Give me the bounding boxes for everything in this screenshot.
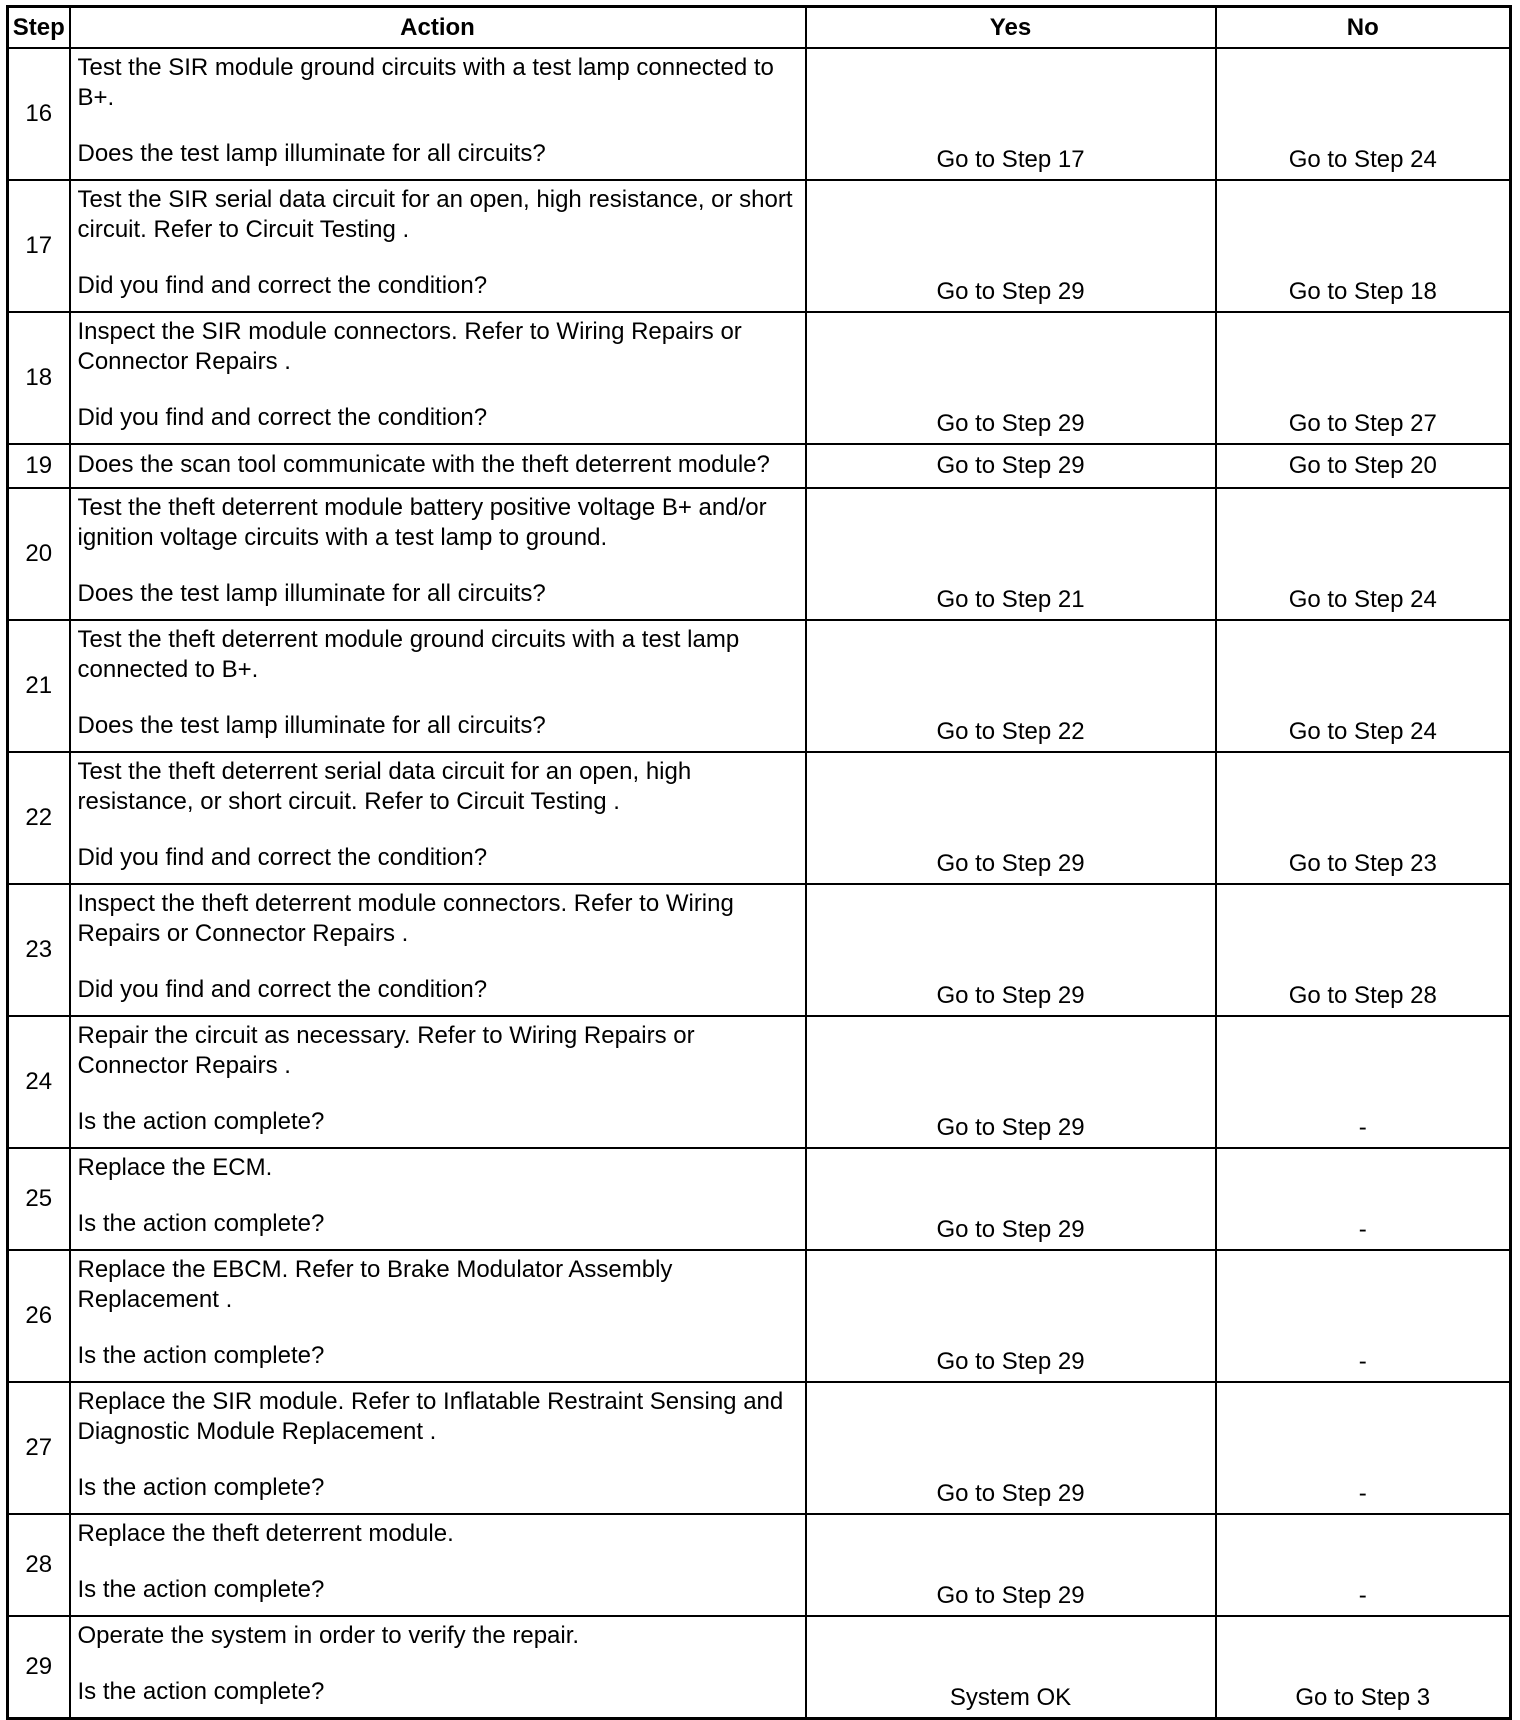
action-text: Replace the EBCM. Refer to Brake Modulator Assembly Replacement .: [77, 1256, 673, 1313]
table-row: [8, 312, 1511, 444]
action-text: Test the theft deterrent module battery positive voltage B+ and/or ignition voltage circuits with a test lamp to ground.: [77, 494, 767, 551]
action-text: Test the theft deterrent serial data circuit for an open, high resistance, or short circuit. Refer to Circuit Testing .: [77, 758, 692, 815]
step-number: 24: [8, 1016, 70, 1148]
action-cell: [70, 620, 806, 752]
yes-result: Go to Step 29: [806, 884, 1216, 1016]
yes-result: Go to Step 29: [806, 1514, 1216, 1616]
diagnostic-table-container: [6, 5, 1509, 1720]
step-number: 27: [8, 1382, 70, 1514]
step-number: 23: [8, 884, 70, 1016]
yes-result: Go to Step 29: [806, 1382, 1216, 1514]
header-row: [8, 7, 1511, 49]
header-no: No: [1216, 7, 1511, 49]
step-number: 17: [8, 180, 70, 312]
action-text: Test the SIR module ground circuits with a test lamp connected to B+.: [77, 54, 774, 111]
no-result: Go to Step 3: [1216, 1616, 1511, 1719]
yes-result: Go to Step 29: [806, 444, 1216, 488]
no-result: -: [1216, 1382, 1511, 1514]
table-row: [8, 1250, 1511, 1382]
action-cell: [70, 312, 806, 444]
no-result: Go to Step 24: [1216, 488, 1511, 620]
action-question: Is the action complete?: [77, 1108, 325, 1135]
table-row: [8, 1148, 1511, 1250]
action-question: Did you find and correct the condition?: [77, 976, 488, 1003]
action-text: Inspect the SIR module connectors. Refer to Wiring Repairs or Connector Repairs .: [77, 318, 742, 375]
yes-result: Go to Step 29: [806, 312, 1216, 444]
action-cell: [70, 752, 806, 884]
step-number: 16: [8, 48, 70, 180]
no-result: Go to Step 20: [1216, 444, 1511, 488]
action-cell: [70, 488, 806, 620]
step-number: 28: [8, 1514, 70, 1616]
no-result: Go to Step 23: [1216, 752, 1511, 884]
no-result: Go to Step 28: [1216, 884, 1511, 1016]
yes-result: Go to Step 29: [806, 1148, 1216, 1250]
action-text: Replace the ECM.: [77, 1154, 273, 1181]
action-cell: [70, 48, 806, 180]
table-row: [8, 884, 1511, 1016]
table-row: [8, 620, 1511, 752]
yes-result: Go to Step 29: [806, 180, 1216, 312]
action-text: Test the SIR serial data circuit for an open, high resistance, or short circuit. Refer to Circuit Testing .: [77, 186, 793, 243]
action-text: Inspect the theft deterrent module connectors. Refer to Wiring Repairs or Connector Repairs .: [77, 890, 734, 947]
action-question: Does the test lamp illuminate for all circuits?: [77, 580, 546, 607]
action-question: Is the action complete?: [77, 1342, 325, 1369]
step-number: 19: [8, 444, 70, 488]
action-cell: [70, 884, 806, 1016]
table-row: [8, 180, 1511, 312]
table-row: [8, 1616, 1511, 1719]
yes-result: Go to Step 29: [806, 752, 1216, 884]
action-cell: [70, 444, 806, 488]
action-cell: [70, 180, 806, 312]
action-text: Replace the theft deterrent module.: [77, 1520, 454, 1547]
action-text: Operate the system in order to verify the repair.: [77, 1622, 580, 1649]
no-result: Go to Step 27: [1216, 312, 1511, 444]
step-number: 26: [8, 1250, 70, 1382]
action-text: Repair the circuit as necessary. Refer to Wiring Repairs or Connector Repairs .: [77, 1022, 695, 1079]
step-number: 25: [8, 1148, 70, 1250]
action-cell: [70, 1616, 806, 1719]
diagnostic-table: [6, 5, 1512, 1720]
table-row: [8, 1016, 1511, 1148]
action-question: Does the test lamp illuminate for all circuits?: [77, 140, 546, 167]
no-result: Go to Step 24: [1216, 48, 1511, 180]
yes-result: Go to Step 22: [806, 620, 1216, 752]
yes-result: Go to Step 29: [806, 1016, 1216, 1148]
action-cell: [70, 1016, 806, 1148]
step-number: 18: [8, 312, 70, 444]
yes-result: Go to Step 17: [806, 48, 1216, 180]
no-result: Go to Step 18: [1216, 180, 1511, 312]
no-result: -: [1216, 1148, 1511, 1250]
no-result: -: [1216, 1514, 1511, 1616]
action-question: Is the action complete?: [77, 1474, 325, 1501]
table-row: [8, 1514, 1511, 1616]
action-question: Did you find and correct the condition?: [77, 404, 488, 431]
action-text: Test the theft deterrent module ground circuits with a test lamp connected to B+.: [77, 626, 740, 683]
action-question: Did you find and correct the condition?: [77, 272, 488, 299]
table-row: [8, 444, 1511, 488]
yes-result: Go to Step 21: [806, 488, 1216, 620]
table-row: [8, 488, 1511, 620]
header-yes: Yes: [806, 7, 1216, 49]
action-question: Did you find and correct the condition?: [77, 844, 488, 871]
no-result: Go to Step 24: [1216, 620, 1511, 752]
table-row: [8, 1382, 1511, 1514]
action-cell: [70, 1250, 806, 1382]
header-action: Action: [70, 7, 806, 49]
action-cell: [70, 1514, 806, 1616]
action-question: Is the action complete?: [77, 1210, 325, 1237]
table-body: [8, 48, 1511, 1719]
step-number: 29: [8, 1616, 70, 1719]
action-question: Does the test lamp illuminate for all circuits?: [77, 712, 546, 739]
header-step: Step: [8, 7, 70, 49]
table-row: [8, 48, 1511, 180]
action-question: Is the action complete?: [77, 1678, 325, 1705]
no-result: -: [1216, 1016, 1511, 1148]
yes-result: Go to Step 29: [806, 1250, 1216, 1382]
step-number: 21: [8, 620, 70, 752]
table-row: [8, 752, 1511, 884]
yes-result: System OK: [806, 1616, 1216, 1719]
action-cell: [70, 1382, 806, 1514]
no-result: -: [1216, 1250, 1511, 1382]
action-text: Replace the SIR module. Refer to Inflatable Restraint Sensing and Diagnostic Module Replacement .: [77, 1388, 784, 1445]
step-number: 22: [8, 752, 70, 884]
step-number: 20: [8, 488, 70, 620]
action-text: Does the scan tool communicate with the theft deterrent module?: [77, 451, 770, 478]
action-cell: [70, 1148, 806, 1250]
action-question: Is the action complete?: [77, 1576, 325, 1603]
